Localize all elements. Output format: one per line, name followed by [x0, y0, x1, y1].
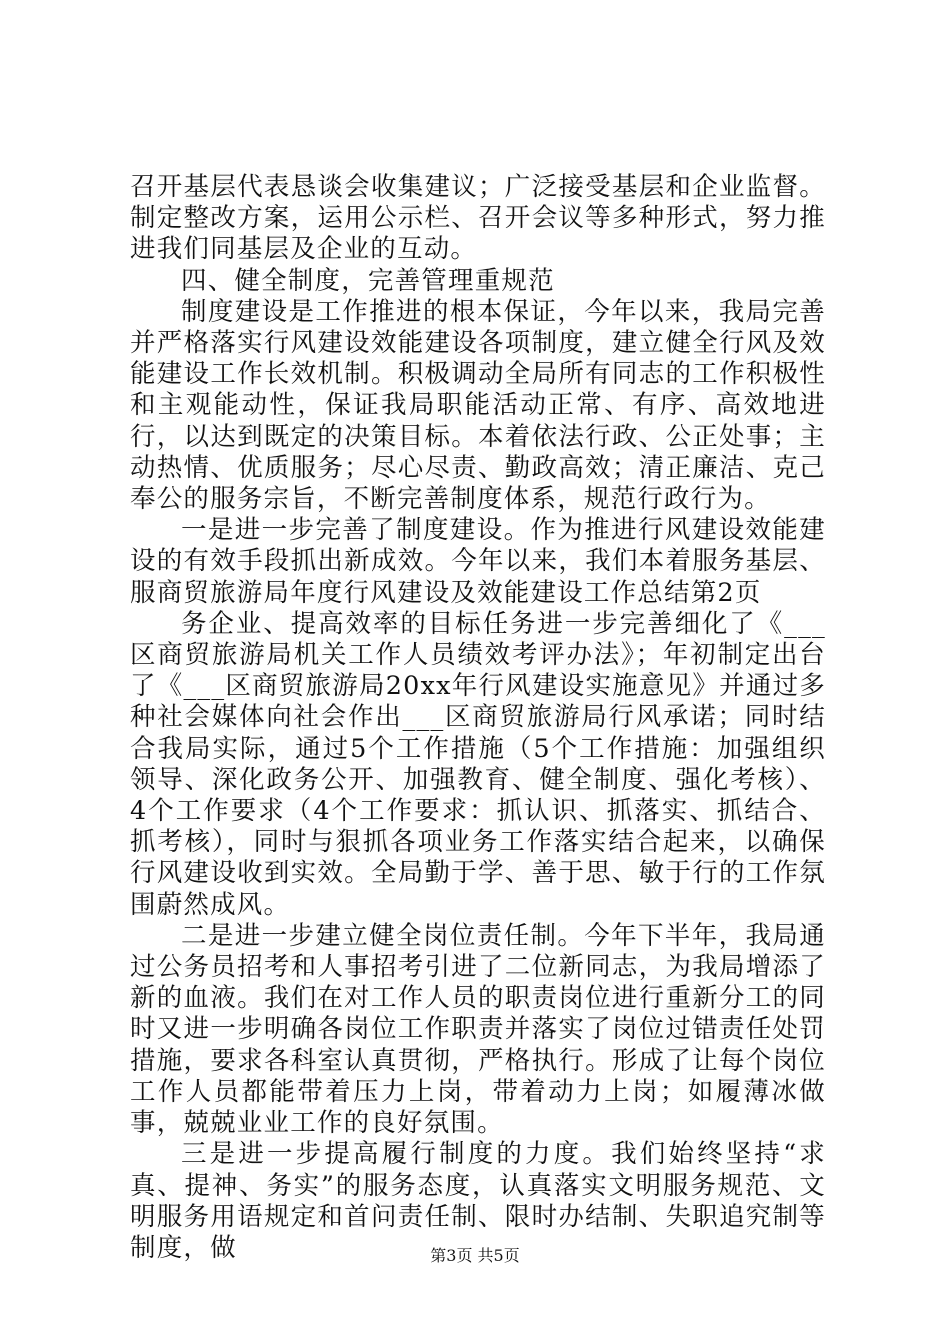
paragraph: 二是进一步建立健全岗位责任制。今年下半年，我局通过公务员招考和人事招考引进了二位新同志，为我局增添了新的血液。我们在对工作人员的职责岗位进行重新分工的同时又进一步明确各岗位工作职责并落实了岗位过错责任处罚措施，要求各科室认真贯彻，严格执行。形成了让每个岗位工作人员都能带着压力上岗，带着动力上岗；如履薄冰做事，兢兢业业工作的良好氛围。 [130, 920, 826, 1139]
section-heading: 四、健全制度，完善管理重规范 [181, 265, 555, 296]
paragraph: 三是进一步提高履行制度的力度。我们始终坚持“求真、提神、务实”的服务态度，认真落实文明服务规范、文明服务用语规定和首问责任制、限时办结制、失职追究制等制度，做 [130, 1139, 826, 1263]
paragraph: 制度建设是工作推进的根本保证，今年以来，我局完善并严格落实行风建设效能建设各项制度，建立健全行风及效能建设工作长效机制。积极调动全局所有同志的工作积极性和主观能动性，保证我局职能活动正常、有序、高效地进行，以达到既定的决策目标。本着依法行政、公正处事；主动热情、优质服务；尽心尽责、勤政高效；清正廉洁、克己奉公的服务宗旨，不断完善制度体系，规范行政行为。 [130, 296, 826, 515]
page-number-footer: 第3页 共5页 [430, 1246, 520, 1265]
paragraph-continued: 召开基层代表恳谈会收集建议；广泛接受基层和企业监督。制定整改方案，运用公示栏、召开会议等多种形式，努力推进我们同基层及企业的互动。 [130, 172, 826, 265]
document-body [130, 172, 826, 1264]
paragraph: 务企业、提高效率的目标任务进一步完善细化了《___区商贸旅游局机关工作人员绩效考评办法》；年初制定出台了《___区商贸旅游局20xx年行风建设实施意见》并通过多种社会媒体向社会作出___区商贸旅游局行风承诺；同时结合我局实际，通过5个工作措施（5个工作措施：加强组织领导、深化政务公开、加强教育、健全制度、强化考核）、4个工作要求（4个工作要求：抓认识、抓落实、抓结合、抓考核），同时与狠抓各项业务工作落实结合起来，以确保行风建设收到实效。全局勤于学、善于思、敏于行的工作氛围蔚然成风。 [130, 608, 826, 920]
paragraph: 一是进一步完善了制度建设。作为推进行风建设效能建设的有效手段抓出新成效。今年以来，我们本着服务基层、服商贸旅游局年度行风建设及效能建设工作总结第2页 [130, 515, 826, 608]
